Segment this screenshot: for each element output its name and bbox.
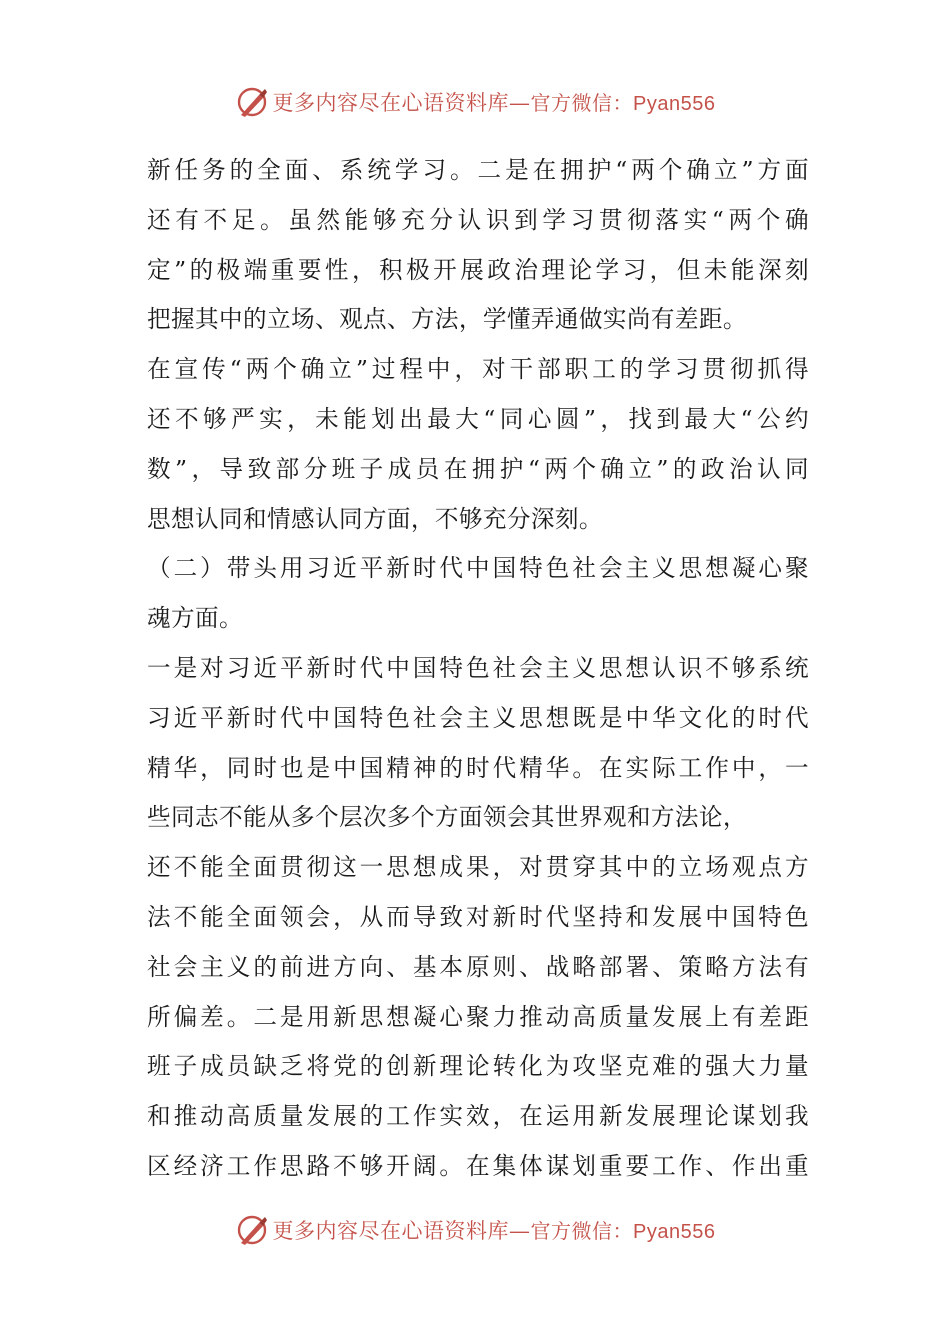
text-line: 数”，导致部分班子成员在拥护“两个确立”的政治认同 [147, 454, 809, 483]
text-line: 在宣传“两个确立”过程中，对干部职工的学习贯彻抓得 [147, 355, 809, 384]
banner-text [273, 87, 716, 117]
document-body [147, 146, 809, 1192]
banner-slogan: 更多内容尽在心语资料库— [272, 1219, 531, 1243]
text-line: 些同志不能从多个层次多个方面领会其世界观和方法论， [147, 803, 747, 832]
text-line: 一是对习近平新时代中国特色社会主义思想认识不够系统 [147, 653, 809, 682]
banner-wechat: 官方微信：Pyan556 [530, 93, 716, 115]
text-line: 新任务的全面、系统学习。二是在拥护“两个确立”方面 [147, 156, 809, 184]
text-line: 所偏差。二是用新思想凝心聚力推动高质量发展上有差距 [147, 1002, 809, 1031]
text-line: 习近平新时代中国特色社会主义思想既是中华文化的时代 [147, 703, 809, 732]
text-line: 还有不足。虽然能够充分认识到学习贯彻落实“两个确 [147, 205, 809, 234]
text-line: 思想认同和情感认同方面，不够充分深刻。 [147, 504, 603, 533]
text-line: 和推动高质量发展的工作实效，在运用新发展理论谋划我 [147, 1102, 809, 1131]
text-line: 法不能全面领会，从而导致对新时代坚持和发展中国特色 [147, 902, 809, 931]
pen-logo-icon [235, 1213, 269, 1247]
text-line: （二）带头用习近平新时代中国特色社会主义思想凝心聚 [147, 554, 809, 583]
banner-wechat: 官方微信：Pyan556 [530, 1221, 716, 1243]
banner-text [273, 1215, 716, 1245]
banner-slogan: 更多内容尽在心语资料库— [272, 91, 531, 115]
text-line: 区经济工作思路不够开阔。在集体谋划重要工作、作出重 [147, 1151, 809, 1180]
text-line: 社会主义的前进方向、基本原则、战略部署、策略方法有 [147, 952, 809, 981]
header-banner [0, 82, 950, 122]
text-line: 精华，同时也是中国精神的时代精华。在实际工作中，一 [147, 753, 809, 782]
text-line: 还不够严实，未能划出最大“同心圆”，找到最大“公约 [147, 404, 809, 433]
text-line: 魂方面。 [147, 604, 243, 633]
text-line: 班子成员缺乏将党的创新理论转化为攻坚克难的强大力量 [147, 1052, 809, 1081]
pen-logo-icon [235, 85, 269, 119]
text-line: 还不能全面贯彻这一思想成果，对贯穿其中的立场观点方 [147, 853, 809, 882]
text-line: 把握其中的立场、观点、方法，学懂弄通做实尚有差距。 [147, 305, 747, 334]
text-line: 定”的极端重要性，积极开展政治理论学习，但未能深刻 [147, 255, 809, 284]
footer-banner [0, 1210, 950, 1250]
